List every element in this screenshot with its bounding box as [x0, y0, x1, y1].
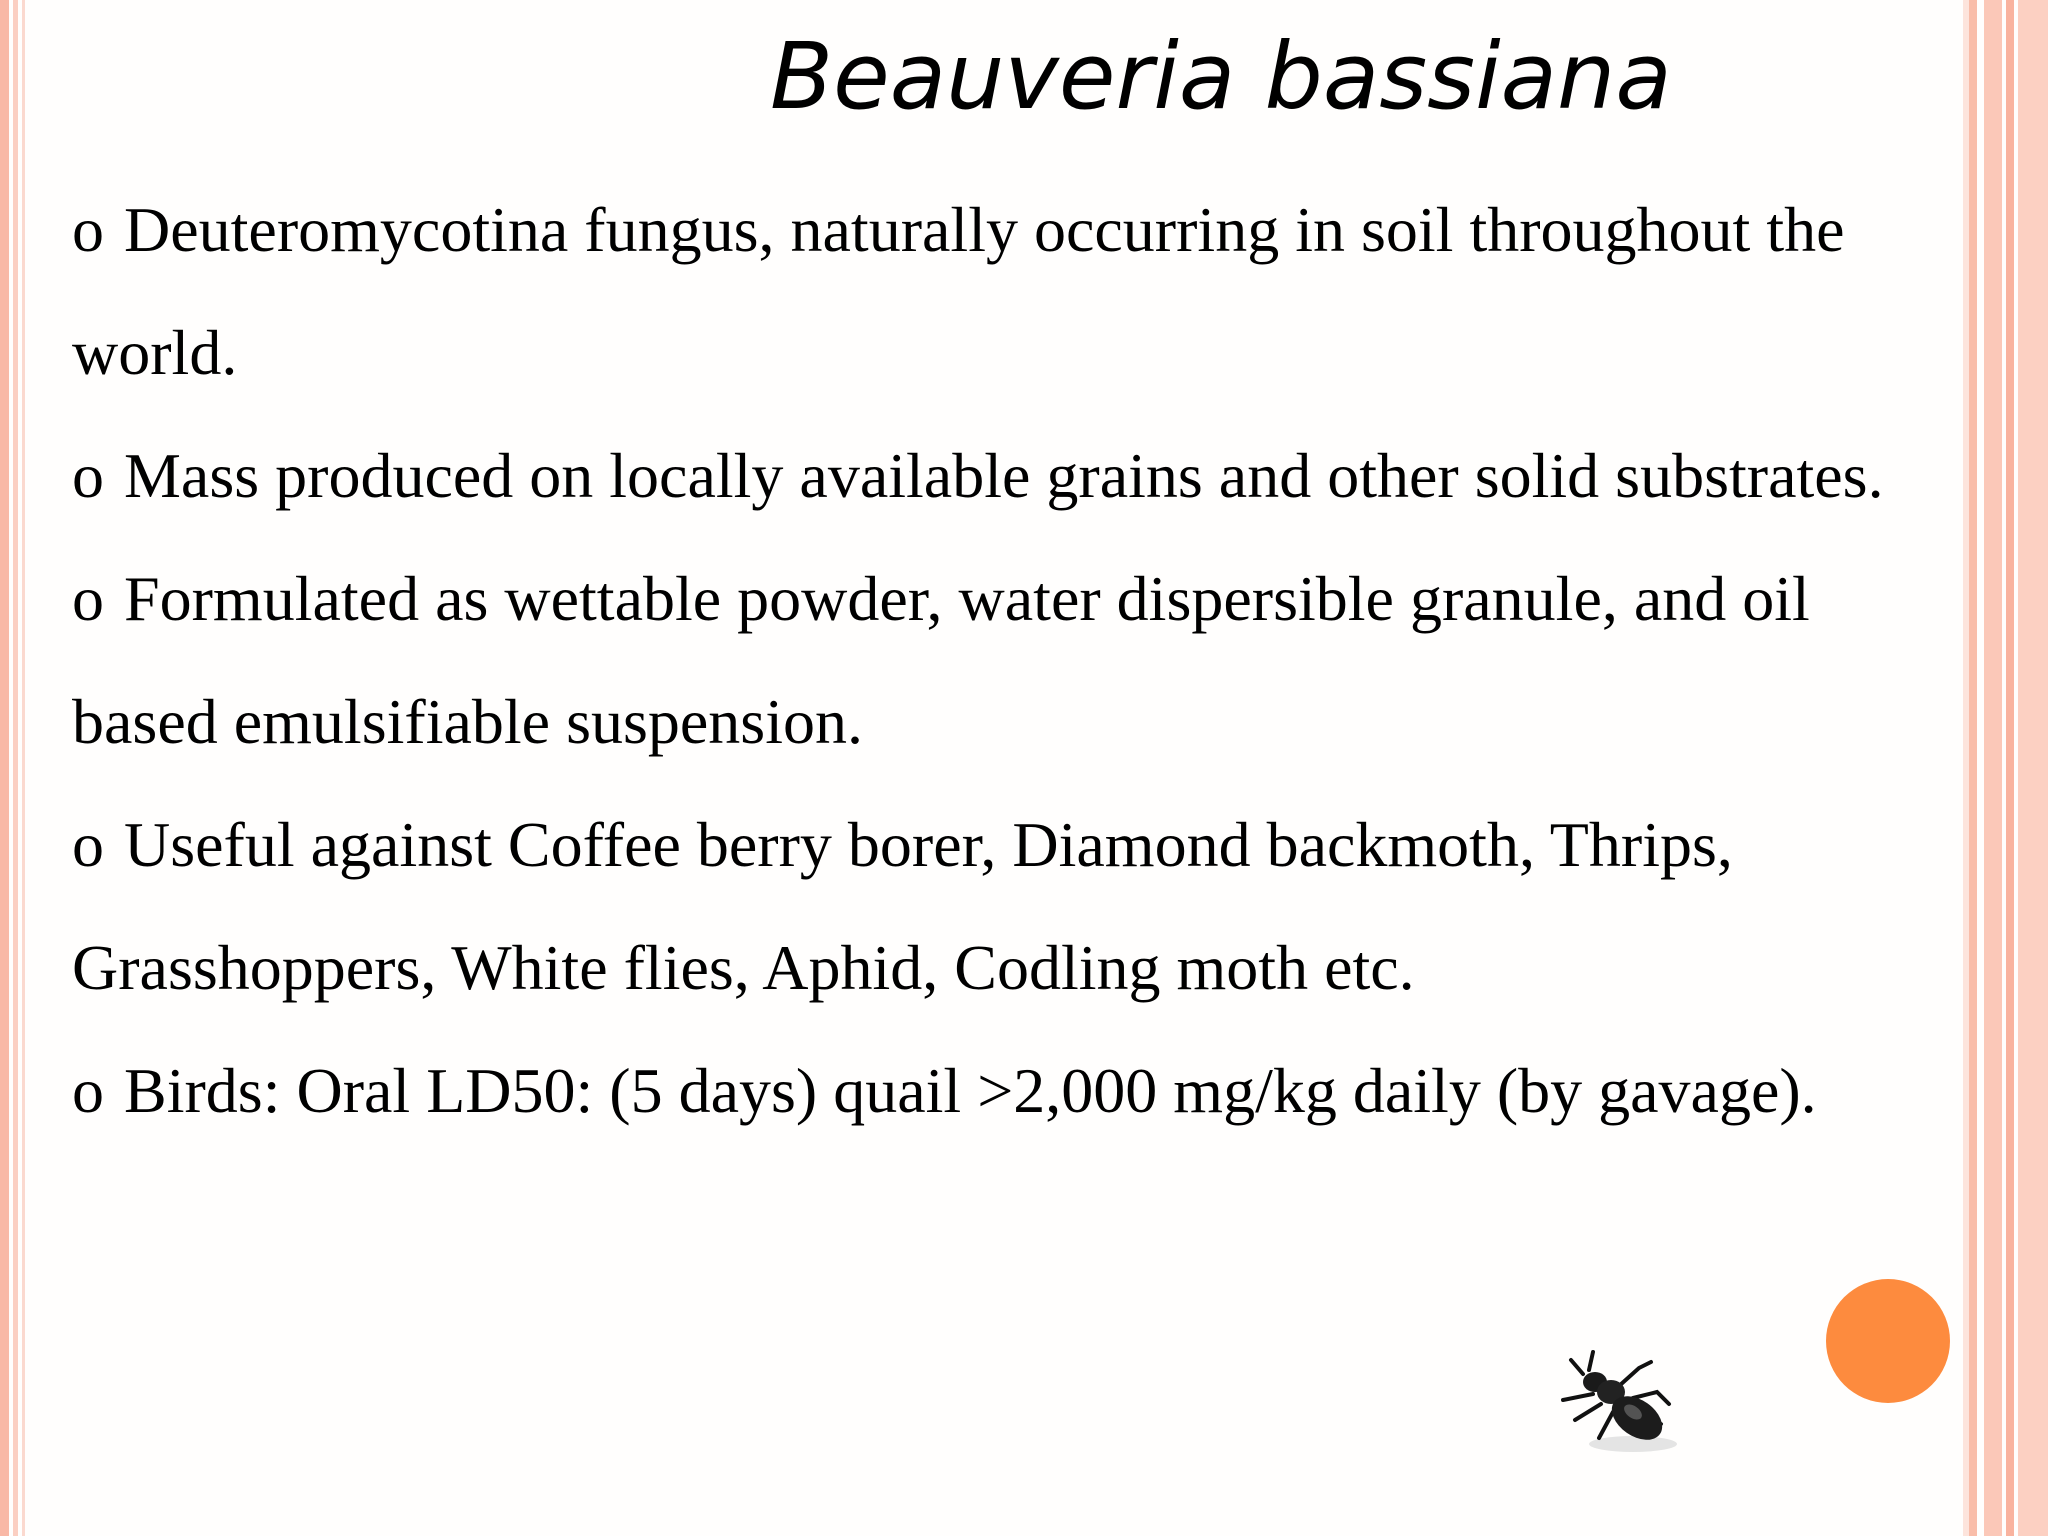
- bullet-item: [72, 1029, 1952, 1152]
- bullet-text: Useful against Coffee berry borer, Diamond backmoth, Thrips, Grasshoppers, White flies, Aphid, Codling moth etc.: [72, 809, 1733, 1003]
- left-border-stripe: [0, 0, 9, 1536]
- bullet-text: Formulated as wettable powder, water dispersible granule, and oil based emulsifiable suspension.: [72, 563, 1810, 757]
- bullet-marker: o: [72, 563, 104, 634]
- bullet-list: [72, 168, 1952, 1152]
- bullet-text: Birds: Oral LD50: (5 days) quail >2,000 mg/kg daily (by gavage).: [124, 1055, 1817, 1126]
- slide-title: Beauveria bassiana: [770, 23, 1672, 130]
- right-border-stripe: [1984, 0, 2002, 1536]
- left-border-stripe: [22, 0, 25, 1536]
- bullet-item: [72, 414, 1952, 537]
- bullet-marker: o: [72, 1055, 104, 1126]
- bullet-item: [72, 168, 1952, 414]
- right-border-stripe: [1969, 0, 1977, 1536]
- bullet-item: [72, 783, 1952, 1029]
- bullet-text: Deuteromycotina fungus, naturally occurring in soil throughout the world.: [72, 194, 1845, 388]
- bullet-marker: o: [72, 440, 104, 511]
- right-border-stripe: [2006, 0, 2014, 1536]
- bullet-item: [72, 537, 1952, 783]
- decorative-orange-circle: [1826, 1279, 1950, 1403]
- beetle-icon: [1553, 1342, 1693, 1482]
- right-border-stripe: [2018, 0, 2048, 1536]
- bullet-marker: o: [72, 809, 104, 880]
- bullet-text: Mass produced on locally available grains and other solid substrates.: [124, 440, 1884, 511]
- left-border-stripe: [13, 0, 18, 1536]
- bullet-marker: o: [72, 194, 104, 265]
